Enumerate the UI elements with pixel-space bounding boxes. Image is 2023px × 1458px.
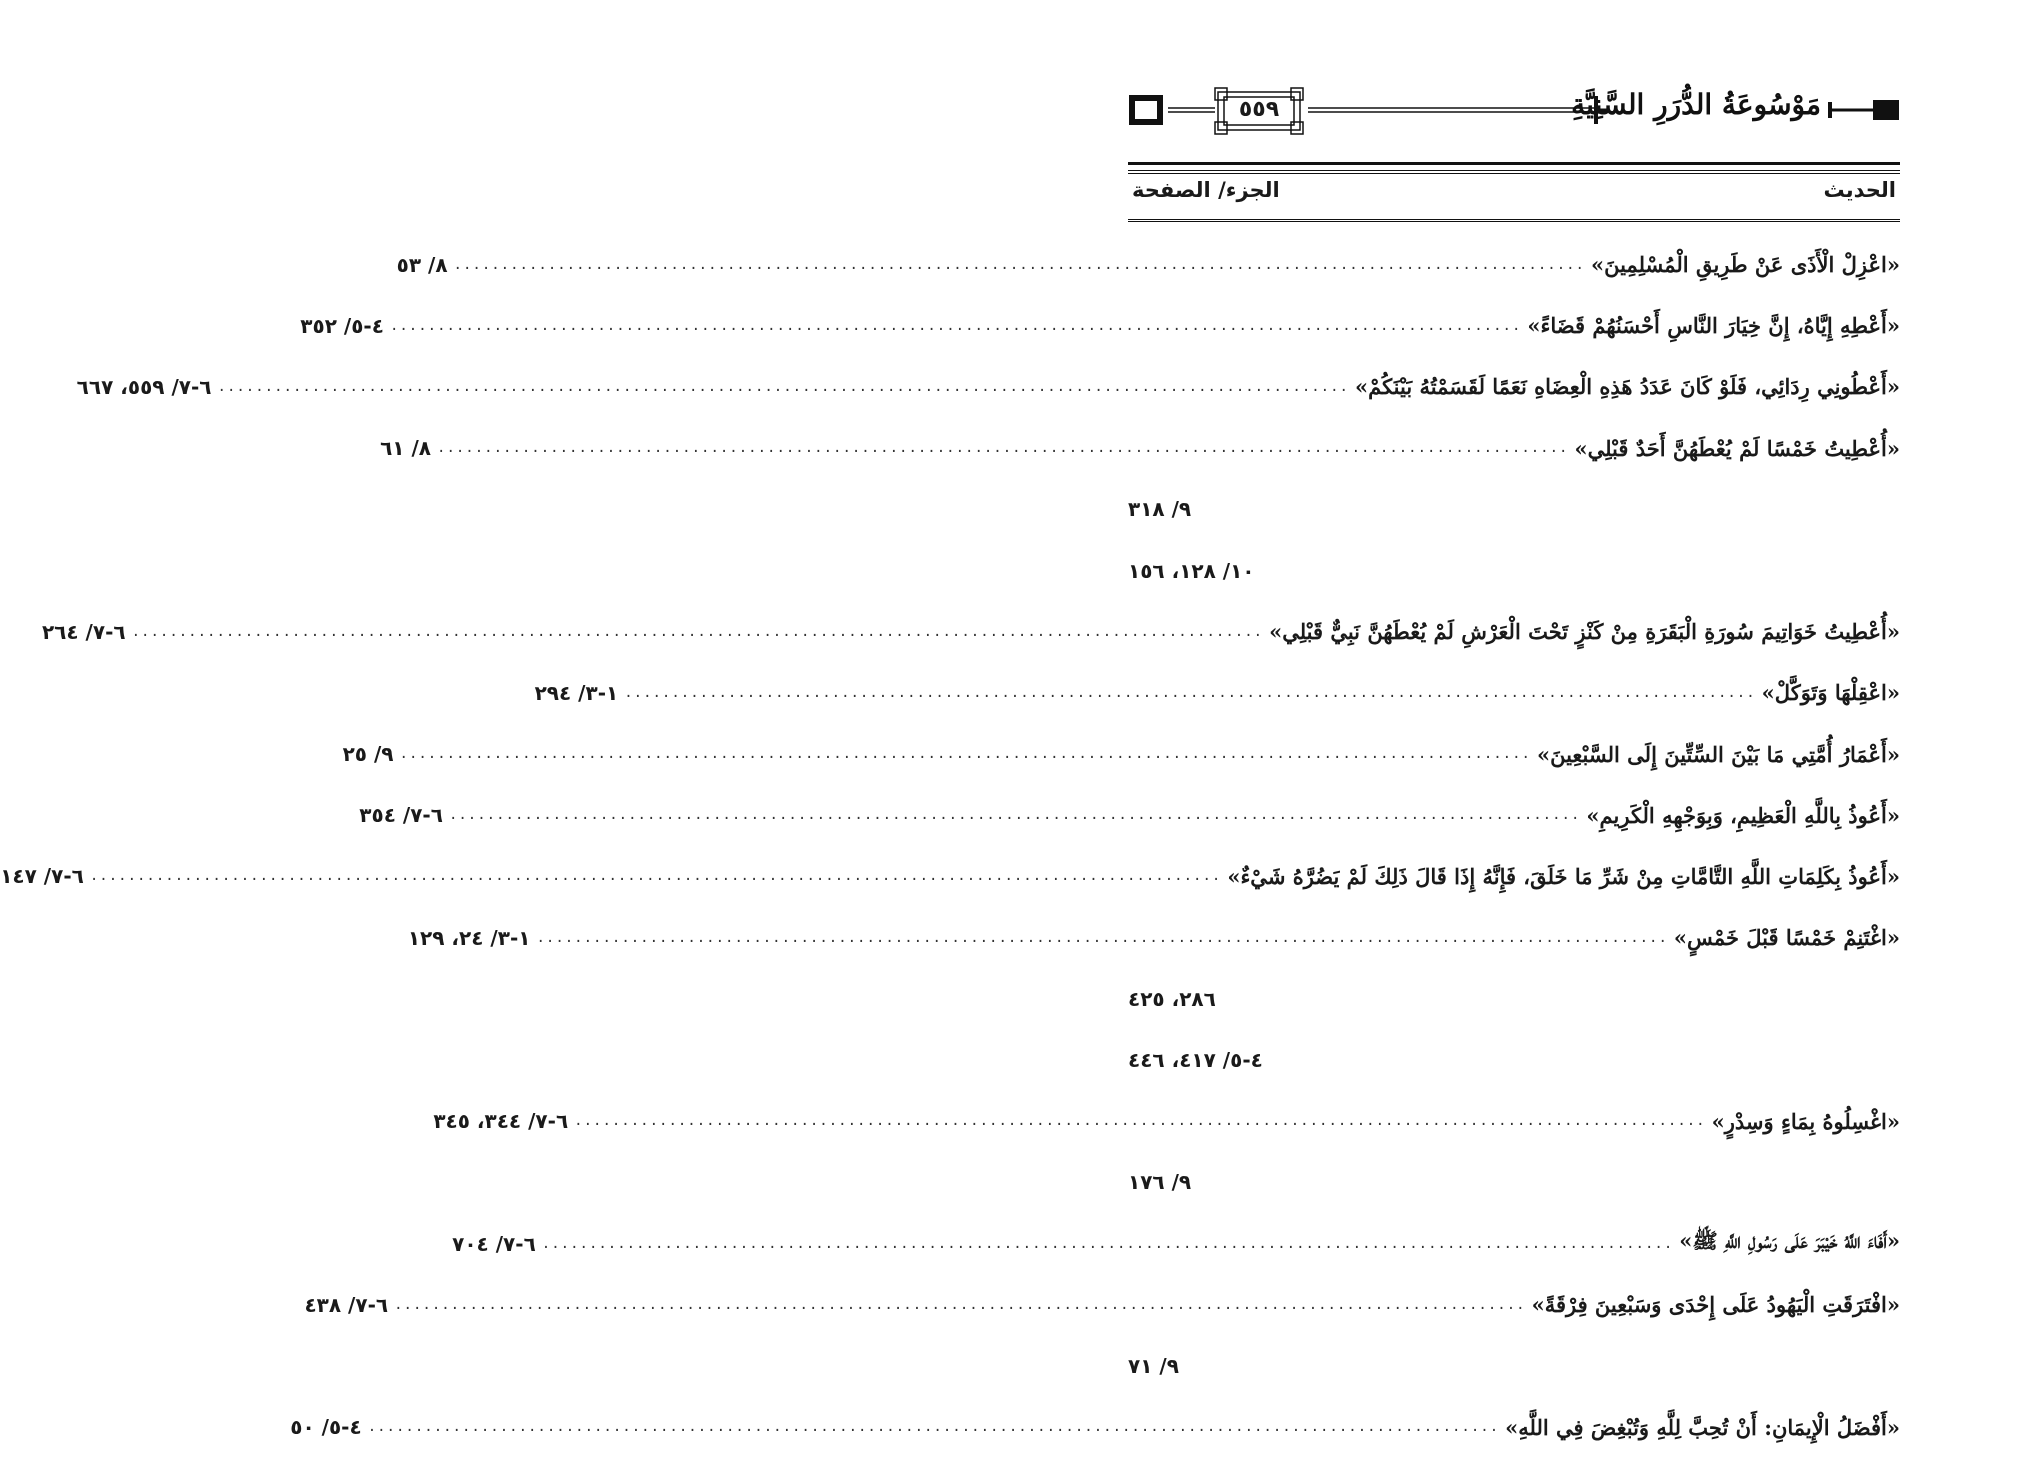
volume-page-ref: ١-٣/ ٢٩٤ bbox=[534, 680, 619, 705]
volume-page-ref: ٤-٥/ ٣٥٢ bbox=[300, 313, 384, 338]
hadith-text: «اعْزِلْ الْأَذَى عَنْ طَرِيقِ الْمُسْلِمِينَ» bbox=[1590, 252, 1900, 278]
index-entry bbox=[1128, 1029, 1900, 1090]
leader-dots: ........................................................................................................................ bbox=[453, 256, 1585, 273]
index-entry bbox=[380, 418, 1900, 479]
leader-dots: ........................................................................................................................ bbox=[131, 623, 1264, 640]
index-entry bbox=[534, 662, 1900, 723]
index-entry bbox=[342, 724, 1900, 785]
leader-dots: ........................................................................................................................ bbox=[394, 1296, 1526, 1313]
volume-page-ref: ٩/ ٢٥ bbox=[342, 742, 394, 767]
leader-dots: ........................................................................................................................ bbox=[399, 746, 1531, 763]
hadith-text: «أَعْطُونِي رِدَائِي، فَلَوْ كَانَ عَدَدُ هَذِهِ الْعِضَاهِ نَعَمًا لَقَسَمْتُهُ بَيْنَكُمْ» bbox=[1354, 374, 1900, 400]
leader-dots: ........................................................................................................................ bbox=[536, 929, 1668, 946]
index-list bbox=[0, 234, 1900, 1458]
hadith-text: «أَفَاءَ اللَّهُ خَيْبَرَ عَلَى رَسُولِ اللَّهِ ﷺ» bbox=[1679, 1228, 1900, 1254]
index-entry bbox=[1128, 1152, 1900, 1213]
index-entry bbox=[1128, 540, 1900, 601]
index-entry bbox=[304, 1274, 1900, 1335]
hadith-text: «أُعْطِيتُ خَمْسًا لَمْ يُعْطَهُنَّ أَحَدٌ قَبْلِي» bbox=[1574, 435, 1900, 461]
index-entry bbox=[407, 907, 1900, 968]
hadith-text: «أَعُوذُ بِاللَّهِ الْعَظِيمِ، وَبِوَجْهِهِ الْكَرِيمِ» bbox=[1586, 802, 1900, 828]
leader-dots: ........................................................................................................................ bbox=[437, 440, 1569, 457]
leader-dots: ........................................................................................................................ bbox=[367, 1419, 1500, 1436]
hadith-text: «اغْتَنِمْ خَمْسًا قَبْلَ خَمْسٍ» bbox=[1673, 925, 1900, 951]
hadith-text: «اغْسِلُوهُ بِمَاءٍ وَسِدْرٍ» bbox=[1711, 1108, 1900, 1134]
volume-page-ref: ٩/ ٣١٨ bbox=[1128, 497, 1192, 522]
hadith-text: «اعْقِلْهَا وَتَوَكَّلْ» bbox=[1761, 680, 1900, 706]
index-entry bbox=[76, 356, 1900, 417]
heading-rule bbox=[1128, 219, 1900, 222]
book-title: مَوْسُوعَةُ الدُّرَرِ السَّنِيَّةِ bbox=[1571, 88, 1821, 121]
volume-page-ref: ١٠/ ١٢٨، ١٥٦ bbox=[1128, 558, 1255, 583]
hadith-text: «أَعُوذُ بِكَلِمَاتِ اللَّهِ التَّامَّاتِ مِنْ شَرِّ مَا خَلَقَ، فَإِنَّهُ إِذَا قَالَ ذَلِكَ لَمْ يَضُرَّهُ شَيْءٌ» bbox=[1227, 863, 1900, 889]
volume-page-ref: ٨/ ٦١ bbox=[380, 436, 432, 461]
volume-page-ref: ١-٣/ ٢٤، ١٢٩ bbox=[407, 925, 531, 950]
hadith-text: «أَعْمَارُ أُمَّتِي مَا بَيْنَ السِّتِّينَ إِلَى السَّبْعِينَ» bbox=[1536, 741, 1900, 767]
index-entry bbox=[300, 295, 1900, 356]
volume-page-ref: ٦-٧/ ٢٦٤ bbox=[41, 619, 126, 644]
column-headings bbox=[1128, 170, 1900, 222]
leader-dots: ........................................................................................................................ bbox=[574, 1113, 1706, 1130]
hadith-text: «أَعْطِهِ إِيَّاهُ، إِنَّ خِيَارَ النَّاسِ أَحْسَنُهُمْ قَضَاءً» bbox=[1527, 313, 1900, 339]
index-entry bbox=[290, 1397, 1900, 1458]
volume-page-ref: ٦-٧/ ٧٠٤ bbox=[452, 1231, 536, 1256]
volume-page-ref: ٦-٧/ ٤٣٨ bbox=[304, 1292, 389, 1317]
hadith-text: «أَفْضَلُ الْإِيمَانِ: أَنْ تُحِبَّ لِلَّهِ وَتُبْغِضَ فِي اللَّهِ» bbox=[1505, 1414, 1900, 1440]
volume-page-ref: ٩/ ١٧٦ bbox=[1128, 1170, 1192, 1195]
hadith-column-heading: الحديث bbox=[1823, 178, 1896, 202]
index-entry bbox=[1128, 968, 1900, 1029]
hadith-text: «أُعْطِيتُ خَوَاتِيمَ سُورَةِ الْبَقَرَةِ مِنْ كَنْزٍ تَحْتَ الْعَرْشِ لَمْ يُعْطَهُنَّ نَبِيٌّ قَبْلِي» bbox=[1269, 619, 1900, 645]
volume-page-ref: ٢٨٦، ٤٢٥ bbox=[1128, 986, 1216, 1011]
index-entry bbox=[396, 234, 1900, 295]
index-entry bbox=[41, 601, 1900, 662]
volume-page-ref: ٦-٧/ ٣٤٤، ٣٤٥ bbox=[433, 1109, 569, 1134]
header-rule bbox=[1128, 162, 1900, 165]
leader-dots: ........................................................................................................................ bbox=[624, 684, 1756, 701]
index-entry bbox=[452, 1213, 1900, 1274]
leader-dots: ........................................................................................................................ bbox=[217, 378, 1349, 395]
volume-page-ref: ٦-٧/ ٥٥٩، ٦٦٧ bbox=[76, 374, 212, 399]
page-number: ٥٥٩ bbox=[1238, 97, 1280, 122]
leader-dots: ........................................................................................................................ bbox=[541, 1235, 1674, 1252]
volume-page-ref: ٦-٧/ ١٤٧ bbox=[0, 864, 84, 889]
page-header bbox=[1128, 78, 1903, 150]
index-entry bbox=[1128, 1335, 1900, 1396]
volume-page-ref: ٨/ ٥٣ bbox=[396, 252, 448, 277]
volume-page-column-heading: الجزء/ الصفحة bbox=[1132, 178, 1280, 202]
leader-dots: ........................................................................................................................ bbox=[89, 868, 1222, 885]
index-entry bbox=[1128, 479, 1900, 540]
index-entry bbox=[359, 785, 1900, 846]
index-entry bbox=[0, 846, 1900, 907]
hadith-text: «افْتَرَقَتِ الْيَهُودُ عَلَى إِحْدَى وَسَبْعِينَ فِرْقَةً» bbox=[1531, 1292, 1900, 1318]
volume-page-ref: ٤-٥/ ٥٠ bbox=[290, 1415, 362, 1440]
leader-dots: ........................................................................................................................ bbox=[448, 807, 1581, 824]
volume-page-ref: ٩/ ٧١ bbox=[1128, 1353, 1179, 1378]
volume-page-ref: ٤-٥/ ٤١٧، ٤٤٦ bbox=[1128, 1048, 1263, 1073]
leader-dots: ........................................................................................................................ bbox=[389, 317, 1522, 334]
volume-page-ref: ٦-٧/ ٣٥٤ bbox=[359, 803, 443, 828]
index-entry bbox=[433, 1091, 1900, 1152]
